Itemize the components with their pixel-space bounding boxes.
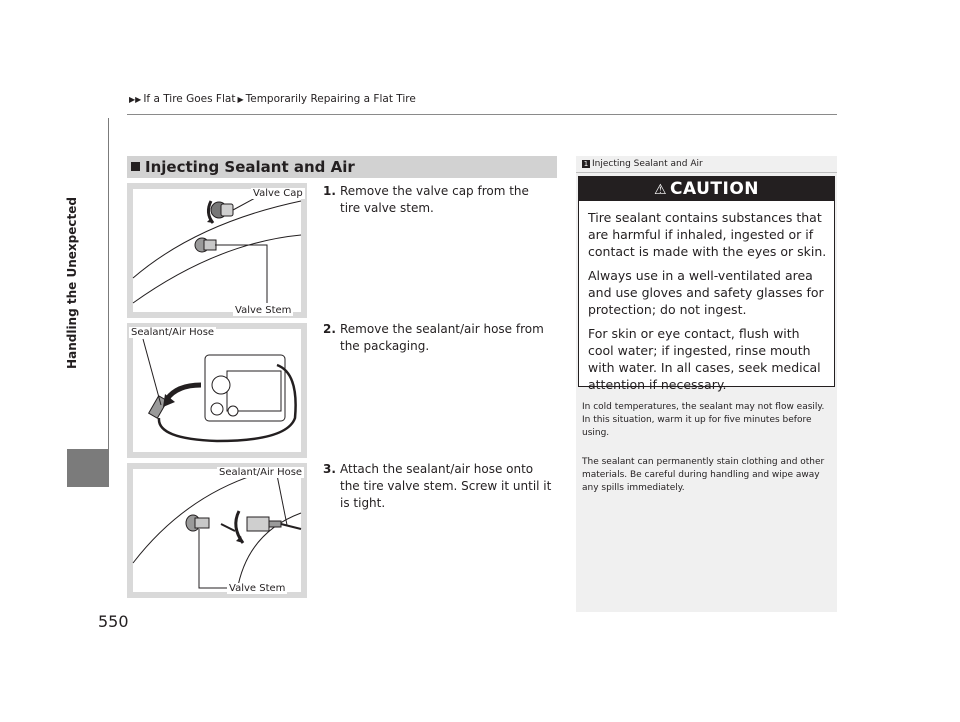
figure-label-valve-stem: Valve Stem xyxy=(229,583,286,594)
figure-label-valve-cap: Valve Cap xyxy=(253,188,303,199)
caution-heading-text: CAUTION xyxy=(670,179,760,199)
caution-paragraph: For skin or eye contact, flush with cool water; if ingested, rinse mouth with water. In all cases, seek medical attention if necessary. xyxy=(588,326,821,392)
section-square-icon xyxy=(131,162,140,171)
step-text: Attach the sealant/air hose onto the tire valve stem. Screw it until it is tight. xyxy=(340,462,552,510)
reference-marker-icon: 1 xyxy=(583,160,589,168)
caution-paragraph: Tire sealant contains substances that are harmful if inhaled, ingested or if contact is made with the eyes or skin. xyxy=(588,210,827,259)
sidebar-title-text: Injecting Sealant and Air xyxy=(592,159,703,169)
sidebar-note: In cold temperatures, the sealant may not flow easily. In this situation, warm it up for five minutes before using. xyxy=(582,402,825,438)
breadcrumb-arrow-icon: ▶▶ xyxy=(129,95,142,104)
step-number: 1. xyxy=(323,184,336,198)
figure-label-sealant-hose: Sealant/Air Hose xyxy=(219,467,303,478)
warning-triangle-icon: ⚠ xyxy=(653,182,668,198)
attach-hose-illustration xyxy=(127,463,307,598)
sidebar-title xyxy=(582,159,703,169)
side-tab-line xyxy=(108,118,109,487)
step-number: 2. xyxy=(323,322,336,336)
side-tab xyxy=(62,118,82,448)
step-number: 3. xyxy=(323,462,336,476)
caution-heading xyxy=(579,177,834,201)
caution-paragraph: Always use in a well-ventilated area and use gloves and safety glasses for protection; do not ingest. xyxy=(588,268,824,317)
figure-attach-hose xyxy=(127,463,307,598)
figure-label-sealant-hose: Sealant/Air Hose xyxy=(131,327,215,338)
breadcrumb-item[interactable]: If a Tire Goes Flat xyxy=(143,93,236,105)
figure-label-valve-stem: Valve Stem xyxy=(235,305,292,316)
valve-stem-icon xyxy=(195,238,216,252)
figure-sealant-hose xyxy=(127,323,307,458)
valve-cap-icon xyxy=(211,202,233,218)
step-3 xyxy=(323,461,552,512)
compressor-illustration xyxy=(127,323,307,458)
breadcrumb-arrow-icon: ▶ xyxy=(237,95,244,104)
section-heading xyxy=(127,156,557,178)
sidebar-note: The sealant can permanently stain clothing and other materials. Be careful during handling and wipe away any spills immediately. xyxy=(582,457,825,493)
sidebar-rule xyxy=(576,172,837,173)
breadcrumb-item[interactable]: Temporarily Repairing a Flat Tire xyxy=(245,93,416,105)
step-text: Remove the valve cap from the tire valve stem. xyxy=(340,184,529,215)
breadcrumb xyxy=(127,93,416,105)
figure-valve-cap xyxy=(127,183,307,318)
section-title: Injecting Sealant and Air xyxy=(145,158,355,176)
step-1 xyxy=(323,183,552,217)
sidebar-notes xyxy=(576,156,837,612)
page-number: 550 xyxy=(98,612,129,631)
valve-cap-illustration xyxy=(127,183,307,318)
side-tab-label: Handling the Unexpected xyxy=(65,197,79,369)
side-tab-block xyxy=(67,449,108,487)
step-text: Remove the sealant/air hose from the packaging. xyxy=(340,322,544,353)
step-2 xyxy=(323,321,552,355)
header-rule xyxy=(127,114,837,115)
caution-box xyxy=(578,176,835,392)
